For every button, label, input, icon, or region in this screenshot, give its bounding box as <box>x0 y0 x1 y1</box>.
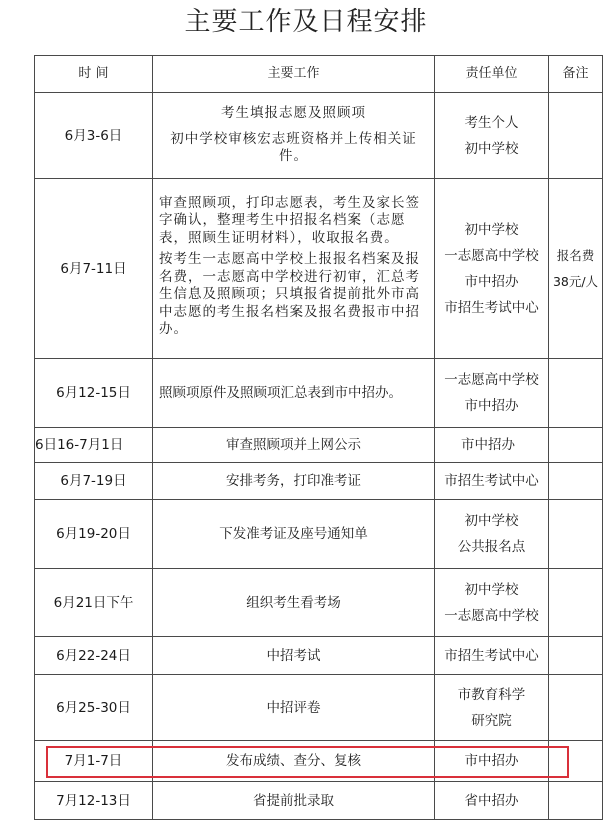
work-line: 按考生一志愿高中学校上报报名档案及报名费，一志愿高中学校进行初审，汇总考生信息及照顾项；只填报省提前批外市高中志愿的考生报名档案及报名费报市中招办。 <box>159 251 420 337</box>
note-cell <box>549 359 603 428</box>
table-row <box>35 359 603 428</box>
header-row <box>35 56 603 93</box>
unit-line: 市教育科学 <box>457 686 526 703</box>
unit-line: 考生个人 <box>464 114 519 131</box>
header-time: 时 间 <box>35 56 153 93</box>
work-line: 初中学校审核宏志班资格并上传相关证件。 <box>170 130 417 165</box>
work-cell <box>153 93 435 179</box>
note-cell <box>549 463 603 500</box>
time-cell: 6月22-24日 <box>35 637 153 675</box>
page-title: 主要工作及日程安排 <box>184 7 428 37</box>
unit-line: 市中招办 <box>464 398 519 414</box>
unit-line: 初中学校 <box>464 581 519 598</box>
time-cell: 6月7-11日 <box>35 179 153 359</box>
schedule-table <box>34 55 603 820</box>
work-line: 考生填报志愿及照顾项 <box>221 105 366 122</box>
unit-line: 初中学校 <box>464 140 519 157</box>
unit-line: 公共报名点 <box>457 539 526 555</box>
table-row <box>35 428 603 463</box>
unit-cell: 省中招办 <box>435 782 549 820</box>
unit-line: 市中招办 <box>464 273 519 290</box>
time-cell: 6月7-19日 <box>35 463 153 500</box>
header-note: 备注 <box>549 56 603 93</box>
time-cell: 6月21日下午 <box>35 569 153 637</box>
work-cell: 省提前批录取 <box>153 782 435 820</box>
note-cell <box>549 741 603 782</box>
unit-cell <box>435 500 549 569</box>
work-cell: 组织考生看考场 <box>153 569 435 637</box>
table-row <box>35 637 603 675</box>
note-cell <box>549 428 603 463</box>
unit-line: 一志愿高中学校 <box>444 372 539 388</box>
time-cell: 6月12-15日 <box>35 359 153 428</box>
time-cell: 7月1-7日 <box>35 741 153 782</box>
table-row <box>35 569 603 637</box>
unit-cell: 市招生考试中心 <box>435 463 549 500</box>
work-cell: 审查照顾项并上网公示 <box>153 428 435 463</box>
unit-cell <box>435 359 549 428</box>
unit-line: 一志愿高中学校 <box>444 247 539 264</box>
unit-cell <box>435 569 549 637</box>
unit-line: 一志愿高中学校 <box>444 607 539 624</box>
work-cell: 照顾项原件及照顾项汇总表到市中招办。 <box>153 359 435 428</box>
table-row <box>35 179 603 359</box>
note-cell <box>549 637 603 675</box>
note-cell <box>549 93 603 179</box>
note-cell <box>549 569 603 637</box>
note-line: 报名费 <box>556 247 595 263</box>
header-work: 主要工作 <box>153 56 435 93</box>
unit-line: 初中学校 <box>464 221 519 238</box>
work-cell: 中招考试 <box>153 637 435 675</box>
unit-cell: 市中招办 <box>435 741 549 782</box>
unit-line: 研究院 <box>471 712 512 729</box>
note-line: 38元/人 <box>552 273 599 289</box>
table-row <box>35 675 603 741</box>
work-line: 审查照顾项，打印志愿表，考生及家长签字确认，整理考生中招报名档案（志愿表，照顾生证明材料），收取报名费。 <box>159 194 420 246</box>
unit-cell <box>435 93 549 179</box>
note-cell <box>549 179 603 359</box>
header-unit: 责任单位 <box>435 56 549 93</box>
unit-cell: 市中招办 <box>435 428 549 463</box>
note-cell <box>549 782 603 820</box>
unit-cell <box>435 675 549 741</box>
work-cell: 发布成绩、查分、复核 <box>153 741 435 782</box>
table-row <box>35 463 603 500</box>
time-cell: 6日16-7月1日 <box>35 428 153 463</box>
work-cell: 中招评卷 <box>153 675 435 741</box>
table-row <box>35 782 603 820</box>
time-cell: 7月12-13日 <box>35 782 153 820</box>
time-cell: 6月25-30日 <box>35 675 153 741</box>
work-cell <box>153 179 435 359</box>
note-cell <box>549 675 603 741</box>
unit-cell: 市招生考试中心 <box>435 637 549 675</box>
table-row <box>35 741 603 782</box>
note-cell <box>549 500 603 569</box>
unit-line: 初中学校 <box>464 513 519 529</box>
work-cell: 安排考务，打印准考证 <box>153 463 435 500</box>
time-cell: 6月3-6日 <box>35 93 153 179</box>
work-cell: 下发准考证及座号通知单 <box>153 500 435 569</box>
unit-line: 市招生考试中心 <box>444 299 539 316</box>
time-cell: 6月19-20日 <box>35 500 153 569</box>
unit-cell <box>435 179 549 359</box>
table-row <box>35 500 603 569</box>
table-row <box>35 93 603 179</box>
